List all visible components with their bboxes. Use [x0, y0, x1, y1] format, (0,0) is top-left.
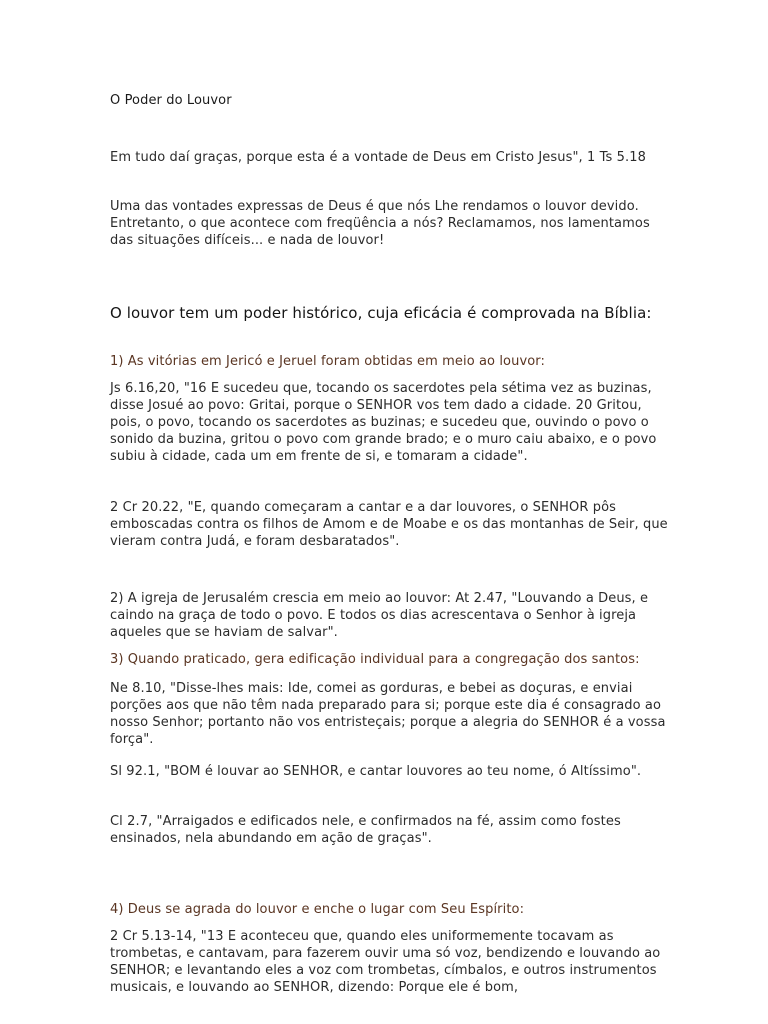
intro-paragraph: Uma das vontades expressas de Deus é que nós Lhe rendamos o louvor devido. Entretanto, o que acontece com freqüência a nós? Reclamamos, nos lamentamos das situações difíceis... e nada de louvor! — [110, 199, 650, 248]
point-3-heading: 3) Quando praticado, gera edificação individual para a congregação dos santos: — [110, 652, 640, 667]
section-heading: O louvor tem um poder histórico, cuja eficácia é comprovada na Bíblia: — [110, 304, 652, 322]
js-quote-paragraph: Js 6.16,20, "16 E sucedeu que, tocando os sacerdotes pela sétima vez as buzinas, disse Josué ao povo: Gritai, porque o SENHOR vos tem dado a cidade. 20 Gritou, pois, o povo, tocando os sacerdotes as buzinas; e sucedeu que, ouvindo o povo o sonido da buzina, gritou o povo com grande brado; e o muro caiu abaixo, e o povo subiu à cidade, cada um em frente de si, e tomaram a cidade". — [110, 381, 657, 464]
cr-5-quote-paragraph: 2 Cr 5.13-14, "13 E aconteceu que, quando eles uniformemente tocavam as trombetas, e cantavam, para fazerem ouvir uma só voz, bendizendo e louvando ao SENHOR; e levantando eles a voz com trombetas, címbalos, e outros instrumentos musicais, e louvando ao SENHOR, dizendo: Porque ele é bom, — [110, 929, 661, 995]
point-2-paragraph: 2) A igreja de Jerusalém crescia em meio ao louvor: At 2.47, "Louvando a Deus, e caindo na graça de todo o povo. E todos os dias acrescentava o Senhor à igreja aqueles que se haviam de salvar". — [110, 591, 649, 640]
document-title: O Poder do Louvor — [110, 93, 232, 108]
cr-20-quote-paragraph: 2 Cr 20.22, "E, quando começaram a cantar e a dar louvores, o SENHOR pôs emboscadas contra os filhos de Amom e de Moabe e os das montanhas de Seir, que vieram contra Judá, e foram desbaratados". — [110, 500, 668, 549]
verse-quote: Em tudo daí graças, porque esta é a vontade de Deus em Cristo Jesus", 1 Ts 5.18 — [110, 150, 646, 165]
ne-quote-paragraph: Ne 8.10, "Disse-lhes mais: Ide, comei as gorduras, e bebei as doçuras, e enviai porções aos que não têm nada preparado para si; porque este dia é consagrado ao nosso Senhor; portanto não vos entristeçais; porque a alegria do SENHOR é a vossa força". — [110, 681, 666, 747]
cl-quote-paragraph: Cl 2.7, "Arraigados e edificados nele, e confirmados na fé, assim como fostes ensinados, nela abundando em ação de graças". — [110, 814, 621, 846]
sl-quote-paragraph: Sl 92.1, "BOM é louvar ao SENHOR, e cantar louvores ao teu nome, ó Altíssimo". — [110, 764, 642, 779]
point-4-heading: 4) Deus se agrada do louvor e enche o lugar com Seu Espírito: — [110, 902, 525, 917]
point-1-heading: 1) As vitórias em Jericó e Jeruel foram obtidas em meio ao louvor: — [110, 354, 545, 369]
